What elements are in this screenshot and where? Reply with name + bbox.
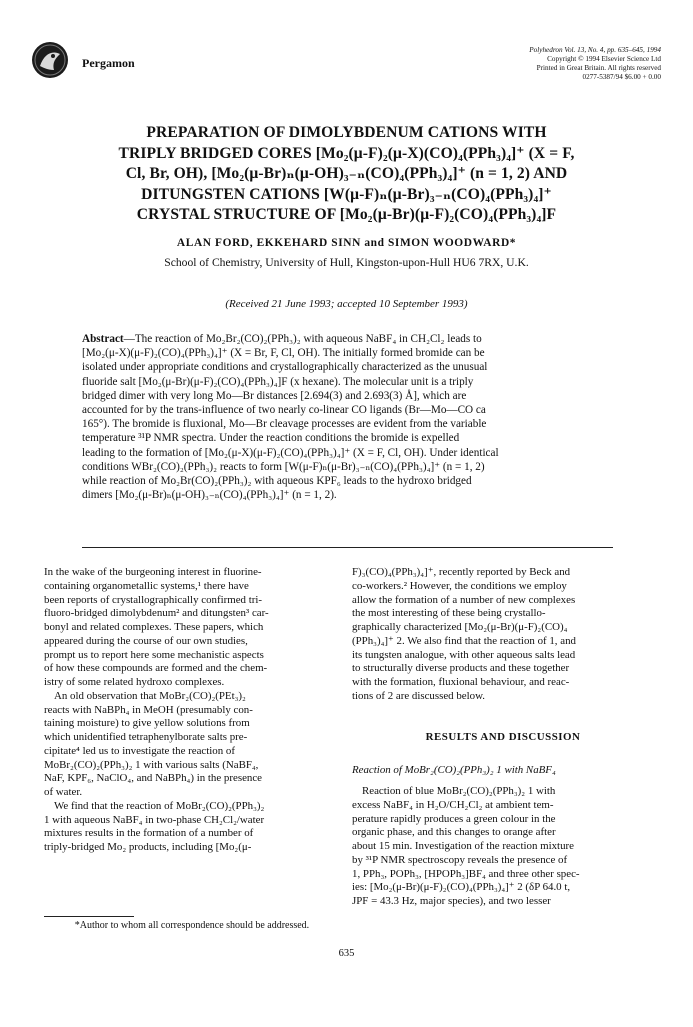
body-line: graphically characterized [Mo₂(μ-Br)(μ-F)₂(CO)₄ bbox=[352, 621, 568, 633]
abstract-text: —The reaction of Mo₂Br₂(CO)₂(PPh₃)₂ with aqueous NaBF₄ in CH₂Cl₂ leads to bbox=[123, 333, 482, 345]
abstract-line bbox=[82, 332, 626, 346]
abstract-line: leading to the formation of [Mo₂(μ-X)(μ-F)₂(CO)₄(PPh₃)₄]⁺ (X = F, Cl, OH). Under identical bbox=[82, 446, 499, 459]
abstract-line: isolated under appropriate conditions and crystallographically characterized as the unusual bbox=[82, 361, 488, 374]
abstract bbox=[82, 332, 626, 502]
title-line: CRYSTAL STRUCTURE OF [Mo₂(μ-Br)(μ-F)₂(CO)₄(PPh₃)₄]F bbox=[136, 206, 557, 223]
body-line: co-workers.² However, the conditions we employ bbox=[352, 579, 567, 592]
body-line: containing organometallic systems,¹ there have bbox=[44, 579, 249, 592]
subsection-heading: Reaction of MoBr₂(CO)₂(PPh₃)₂ 1 with NaBF₄ bbox=[352, 764, 556, 776]
body-line: An old observation that MoBr₂(CO)₂(PEt₃)₂ bbox=[54, 689, 246, 702]
body-line: F)₃(CO)₄(PPh₃)₄]⁺, recently reported by Beck and bbox=[352, 566, 571, 578]
affiliation: School of Chemistry, University of Hull, Kingston-upon-Hull HU6 7RX, U.K. bbox=[164, 256, 529, 269]
section-heading: RESULTS AND DISCUSSION bbox=[425, 731, 581, 743]
body-line: perature rapidly produces a green colour in the bbox=[352, 812, 556, 825]
abstract-line: temperature ³¹P NMR spectra. Under the reaction conditions the bromide is expelled bbox=[82, 432, 460, 445]
body-line: JPF = 43.3 Hz, major species), and two lesser bbox=[352, 895, 551, 907]
publisher-name: Pergamon bbox=[82, 56, 135, 70]
journal-line: Printed in Great Britain. All rights reserved bbox=[536, 64, 661, 72]
body-line: taining moisture) to give yellow solutions from bbox=[44, 717, 250, 730]
title-line: TRIPLY BRIDGED CORES [Mo₂(μ-F)₂(μ-X)(CO)₄(PPh₃)₄]⁺ (X = F, bbox=[118, 144, 575, 162]
body-line: of water. bbox=[44, 786, 83, 798]
body-line: reacts with NaBPh₄ in MeOH (presumably con- bbox=[44, 703, 253, 716]
body-line: the most interesting of these being crystallo- bbox=[352, 607, 546, 620]
body-line: mixtures results in the formation of a number of bbox=[44, 827, 254, 840]
abstract-line: accounted for by the trans-influence of two nearly co-linear CO ligands (Br—Mo—CO ca bbox=[82, 404, 486, 417]
title-line: PREPARATION OF DIMOLYBDENUM CATIONS WITH bbox=[146, 124, 547, 141]
body-line: 1 with aqueous NaBF₄ in two-phase CH₂Cl₂/water bbox=[44, 813, 265, 826]
body-line: by ³¹P NMR spectroscopy reveals the presence of bbox=[352, 853, 568, 866]
publisher-logo-icon bbox=[30, 40, 70, 80]
journal-line: Polyhedron Vol. 13, No. 4, pp. 635–645, 1994 bbox=[529, 46, 661, 54]
body-line: ies: [Mo₂(μ-Br)(μ-F)₂(CO)₄(PPh₃)₄]⁺ 2 (δP 64.0 t, bbox=[352, 881, 571, 894]
body-line: organic phase, and this changes to orange after bbox=[352, 826, 556, 839]
abstract-line: dimers [Mo₂(μ-Br)ₙ(μ-OH)₃₋ₙ(CO)₄(PPh₃)₄]⁺ (n = 1, 2). bbox=[82, 489, 337, 502]
footnote-divider bbox=[44, 916, 134, 917]
body-column-left bbox=[44, 566, 340, 855]
body-column-right-continued bbox=[352, 785, 654, 909]
journal-line: Copyright © 1994 Elsevier Science Ltd bbox=[547, 55, 661, 63]
body-line: bonyl and related complexes. These papers, which bbox=[44, 621, 264, 633]
body-line: cipitate⁴ led us to investigate the reaction of bbox=[44, 744, 235, 757]
journal-info bbox=[361, 46, 661, 82]
body-line: to structurally diverse products and these together bbox=[352, 662, 570, 675]
abstract-divider bbox=[82, 547, 613, 548]
body-line: prompt us to report here some mechanistic aspects bbox=[44, 648, 264, 661]
body-line: 1, PPh₃, POPh₃, [HPOPh₃]BF₄ and three other spec- bbox=[352, 867, 580, 880]
body-line: Reaction of blue MoBr₂(CO)₂(PPh₃)₂ 1 with bbox=[362, 785, 556, 797]
abstract-line: bridged dimer with very long Mo—Br distances [2.694(3) and 2.693(3) Å], which are bbox=[82, 389, 467, 402]
authors: ALAN FORD, EKKEHARD SINN and SIMON WOODWARD* bbox=[176, 237, 517, 249]
abstract-heading: Abstract bbox=[82, 333, 124, 345]
footnote: *Author to whom all correspondence should be addressed. bbox=[74, 920, 310, 931]
body-line: tions of 2 are discussed below. bbox=[352, 689, 485, 702]
title-line: Cl, Br, OH), [Mo₂(μ-Br)ₙ(μ-OH)₃₋ₙ(CO)₄(PPh₃)₄]⁺ (n = 1, 2) AND bbox=[125, 165, 568, 182]
body-line: istry of some related hydroxo complexes. bbox=[44, 676, 225, 688]
body-line: excess NaBF₄ in H₂O/CH₂Cl₂ at ambient tem- bbox=[352, 798, 554, 811]
page-number: 635 bbox=[338, 948, 355, 959]
body-line: fluoro-bridged dimolybdenum² and ditungsten³ car- bbox=[44, 607, 269, 620]
body-line: triply-bridged Mo₂ products, including [Mo₂(μ- bbox=[44, 841, 252, 853]
body-line: appeared during the course of our own studies, bbox=[44, 634, 248, 647]
body-line: about 15 min. Investigation of the reaction mixture bbox=[352, 840, 574, 852]
body-line: MoBr₂(CO)₂(PPh₃)₂ 1 with various salts (NaBF₄, bbox=[44, 758, 259, 771]
body-line: its tungsten analogue, with other aqueous salts lead bbox=[352, 648, 576, 661]
body-line: In the wake of the burgeoning interest in fluorine- bbox=[44, 566, 262, 578]
body-line: been reports of crystallographically confirmed tri- bbox=[44, 593, 263, 606]
abstract-line: [Mo₂(μ-X)(μ-F)₂(CO)₄(PPh₃)₄]⁺ (X = Br, F, Cl, OH). The initially formed bromide can be bbox=[82, 347, 485, 360]
abstract-line: conditions WBr₂(CO)₂(PPh₃)₂ reacts to form [W(μ-F)ₙ(μ-Br)₃₋ₙ(CO)₄(PPh₃)₄]⁺ (n = 1, 2) bbox=[82, 460, 485, 473]
body-line: which unidentified tetraphenylborate salts pre- bbox=[44, 731, 248, 743]
abstract-line: fluoride salt [Mo₂(μ-Br)(μ-F)₂(CO)₄(PPh₃)₄]F (x hexane). The molecular unit is a triply bbox=[82, 375, 474, 388]
body-column-right bbox=[352, 566, 654, 704]
title-line: DITUNGSTEN CATIONS [W(μ-F)ₙ(μ-Br)₃₋ₙ(CO)₄(PPh₃)₄]⁺ bbox=[141, 185, 552, 203]
body-line: (PPh₃)₄]⁺ 2. We also find that the reaction of 1, and bbox=[352, 634, 576, 647]
body-line: We find that the reaction of MoBr₂(CO)₂(PPh₃)₂ bbox=[54, 799, 265, 812]
body-line: allow the formation of a number of new complexes bbox=[352, 593, 576, 606]
abstract-line: 165°). The bromide is fluxional, Mo—Br cleavage processes are evident from the variable bbox=[82, 418, 487, 431]
body-line: of how these compounds are formed and the chem- bbox=[44, 662, 268, 675]
received-dates: (Received 21 June 1993; accepted 10 September 1993) bbox=[225, 298, 468, 310]
paper-title bbox=[40, 123, 653, 226]
journal-line: 0277-5387/94 $6.00 + 0.00 bbox=[582, 73, 661, 81]
body-line: with the formation, fluxional behaviour, and reac- bbox=[352, 676, 570, 688]
body-line: NaF, KPF₆, NaClO₄, and NaBPh₄) in the presence bbox=[44, 772, 263, 785]
abstract-line: while reaction of Mo₂Br(CO)₂(PPh₃)₂ with aqueous KPF₆ leads to the hydroxo bridged bbox=[82, 475, 472, 488]
